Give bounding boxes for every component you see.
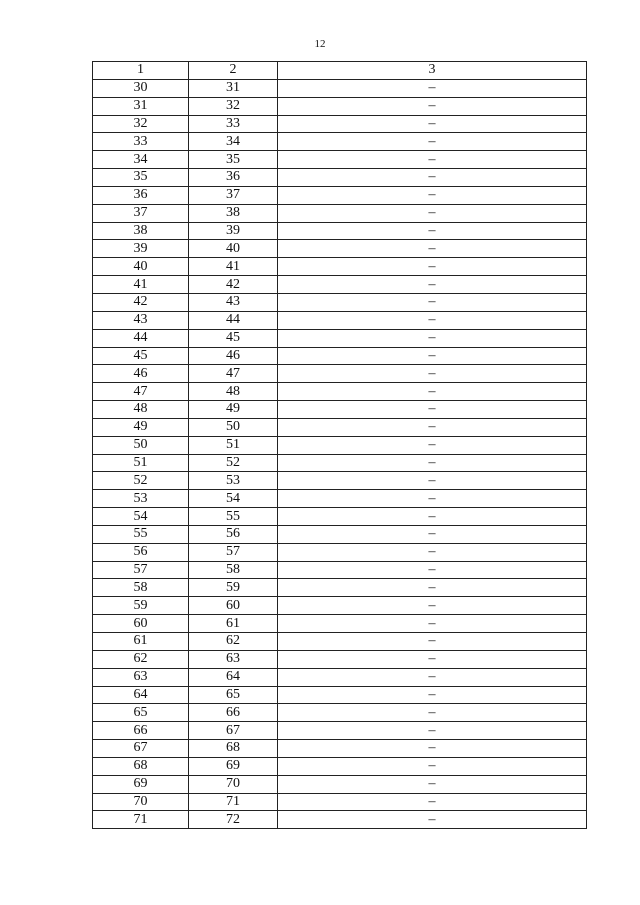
table-row [93,793,587,811]
table-cell-col-2: 66 [189,704,278,722]
table-cell-col-3: – [278,365,587,383]
table-cell-col-2: 35 [189,151,278,169]
table-cell-col-2: 64 [189,668,278,686]
table-row [93,311,587,329]
table-row [93,633,587,651]
table-cell-col-1: 36 [93,186,189,204]
table-cell-col-1: 69 [93,775,189,793]
table-cell-col-1: 42 [93,293,189,311]
table-row [93,204,587,222]
table-cell-col-2: 50 [189,418,278,436]
table-row [93,757,587,775]
table-cell-col-1: 31 [93,97,189,115]
column-header-1: 1 [93,62,189,80]
table-cell-col-3: – [278,615,587,633]
table-cell-col-3: – [278,543,587,561]
table-cell-col-3: – [278,258,587,276]
table-cell-col-1: 43 [93,311,189,329]
table-cell-col-2: 38 [189,204,278,222]
table-cell-col-2: 65 [189,686,278,704]
table-cell-col-1: 59 [93,597,189,615]
table-cell-col-3: – [278,311,587,329]
table-row [93,543,587,561]
table-cell-col-1: 49 [93,418,189,436]
table-cell-col-3: – [278,508,587,526]
table-cell-col-2: 69 [189,757,278,775]
column-header-2: 2 [189,62,278,80]
table-row [93,222,587,240]
table-cell-col-1: 46 [93,365,189,383]
table-cell-col-3: – [278,347,587,365]
table-row [93,686,587,704]
table-cell-col-1: 47 [93,383,189,401]
table-cell-col-1: 34 [93,151,189,169]
table-row [93,525,587,543]
table-row [93,597,587,615]
table-cell-col-3: – [278,740,587,758]
table-cell-col-3: – [278,204,587,222]
table-cell-col-1: 52 [93,472,189,490]
table-row [93,401,587,419]
table-row [93,329,587,347]
table-row [93,650,587,668]
table-cell-col-2: 36 [189,169,278,187]
table-cell-col-3: – [278,186,587,204]
table-cell-col-1: 65 [93,704,189,722]
table-cell-col-1: 58 [93,579,189,597]
table-cell-col-3: – [278,525,587,543]
table-cell-col-2: 52 [189,454,278,472]
table-row [93,579,587,597]
table-row [93,293,587,311]
table-cell-col-3: – [278,811,587,829]
table-cell-col-2: 63 [189,650,278,668]
table-cell-col-1: 40 [93,258,189,276]
table-cell-col-1: 67 [93,740,189,758]
table-row [93,186,587,204]
table-body [93,79,587,828]
table-row [93,115,587,133]
table-cell-col-1: 45 [93,347,189,365]
table-row [93,775,587,793]
table-cell-col-1: 53 [93,490,189,508]
table-cell-col-3: – [278,472,587,490]
table-cell-col-3: – [278,79,587,97]
table-cell-col-2: 33 [189,115,278,133]
table-cell-col-1: 56 [93,543,189,561]
table-cell-col-3: – [278,436,587,454]
table-cell-col-2: 62 [189,633,278,651]
table-cell-col-3: – [278,97,587,115]
table-cell-col-3: – [278,401,587,419]
table-row [93,722,587,740]
table-cell-col-1: 37 [93,204,189,222]
table-cell-col-1: 55 [93,525,189,543]
data-table [92,61,587,829]
table-cell-col-3: – [278,561,587,579]
table-cell-col-3: – [278,329,587,347]
table-row [93,169,587,187]
table-cell-col-1: 63 [93,668,189,686]
table-row [93,490,587,508]
table-row [93,472,587,490]
table-row [93,365,587,383]
table-cell-col-3: – [278,793,587,811]
table-cell-col-3: – [278,383,587,401]
table-cell-col-1: 61 [93,633,189,651]
column-header-3: 3 [278,62,587,80]
table-cell-col-3: – [278,115,587,133]
table-cell-col-3: – [278,293,587,311]
table-cell-col-1: 57 [93,561,189,579]
table-cell-col-3: – [278,775,587,793]
table-cell-col-2: 45 [189,329,278,347]
table-cell-col-2: 40 [189,240,278,258]
table-cell-col-1: 70 [93,793,189,811]
table-cell-col-2: 42 [189,276,278,294]
table-cell-col-1: 41 [93,276,189,294]
table-row [93,811,587,829]
table-cell-col-2: 55 [189,508,278,526]
table-cell-col-1: 68 [93,757,189,775]
table-cell-col-3: – [278,222,587,240]
table-cell-col-2: 41 [189,258,278,276]
table-header [93,62,587,80]
table-cell-col-1: 64 [93,686,189,704]
table-cell-col-2: 31 [189,79,278,97]
table-cell-col-3: – [278,686,587,704]
table-cell-col-3: – [278,597,587,615]
table-row [93,240,587,258]
table-cell-col-2: 72 [189,811,278,829]
table-cell-col-2: 61 [189,615,278,633]
table-cell-col-2: 53 [189,472,278,490]
table-cell-col-2: 39 [189,222,278,240]
table-cell-col-3: – [278,722,587,740]
table-cell-col-2: 56 [189,525,278,543]
table-cell-col-2: 47 [189,365,278,383]
table-cell-col-1: 66 [93,722,189,740]
table-cell-col-3: – [278,490,587,508]
table-cell-col-1: 51 [93,454,189,472]
table-row [93,615,587,633]
table-cell-col-3: – [278,240,587,258]
table-cell-col-2: 59 [189,579,278,597]
table-cell-col-2: 46 [189,347,278,365]
table-cell-col-2: 58 [189,561,278,579]
table-cell-col-3: – [278,169,587,187]
table-cell-col-3: – [278,579,587,597]
table-row [93,454,587,472]
table-cell-col-2: 49 [189,401,278,419]
table-cell-col-1: 71 [93,811,189,829]
table-row [93,258,587,276]
table-cell-col-1: 30 [93,79,189,97]
table-cell-col-3: – [278,757,587,775]
table-cell-col-1: 33 [93,133,189,151]
table-cell-col-1: 50 [93,436,189,454]
table-cell-col-2: 67 [189,722,278,740]
table-cell-col-2: 43 [189,293,278,311]
table-row [93,740,587,758]
table-cell-col-3: – [278,418,587,436]
table-row [93,704,587,722]
table-cell-col-1: 35 [93,169,189,187]
table-cell-col-2: 70 [189,775,278,793]
table-cell-col-1: 39 [93,240,189,258]
table-cell-col-1: 32 [93,115,189,133]
table-row [93,97,587,115]
table-row [93,347,587,365]
table-cell-col-3: – [278,151,587,169]
table-row [93,383,587,401]
table-cell-col-2: 37 [189,186,278,204]
table-cell-col-2: 57 [189,543,278,561]
table-cell-col-3: – [278,276,587,294]
table-cell-col-2: 44 [189,311,278,329]
table-row [93,668,587,686]
table-row [93,151,587,169]
table-row [93,508,587,526]
table-cell-col-1: 48 [93,401,189,419]
table-cell-col-2: 51 [189,436,278,454]
table-row [93,561,587,579]
table-cell-col-1: 60 [93,615,189,633]
table-cell-col-2: 34 [189,133,278,151]
table-cell-col-3: – [278,133,587,151]
table-cell-col-2: 32 [189,97,278,115]
table-cell-col-3: – [278,633,587,651]
table-cell-col-1: 54 [93,508,189,526]
table-cell-col-3: – [278,454,587,472]
header-row [93,62,587,80]
page-number: 12 [314,38,326,50]
table-cell-col-2: 54 [189,490,278,508]
table-cell-col-2: 71 [189,793,278,811]
table-cell-col-2: 60 [189,597,278,615]
table-cell-col-3: – [278,704,587,722]
table-row [93,79,587,97]
table-row [93,436,587,454]
table-cell-col-1: 38 [93,222,189,240]
table-row [93,418,587,436]
table-cell-col-2: 48 [189,383,278,401]
table-cell-col-1: 44 [93,329,189,347]
table-cell-col-2: 68 [189,740,278,758]
table-cell-col-1: 62 [93,650,189,668]
table-row [93,276,587,294]
table-row [93,133,587,151]
table-cell-col-3: – [278,668,587,686]
table-cell-col-3: – [278,650,587,668]
